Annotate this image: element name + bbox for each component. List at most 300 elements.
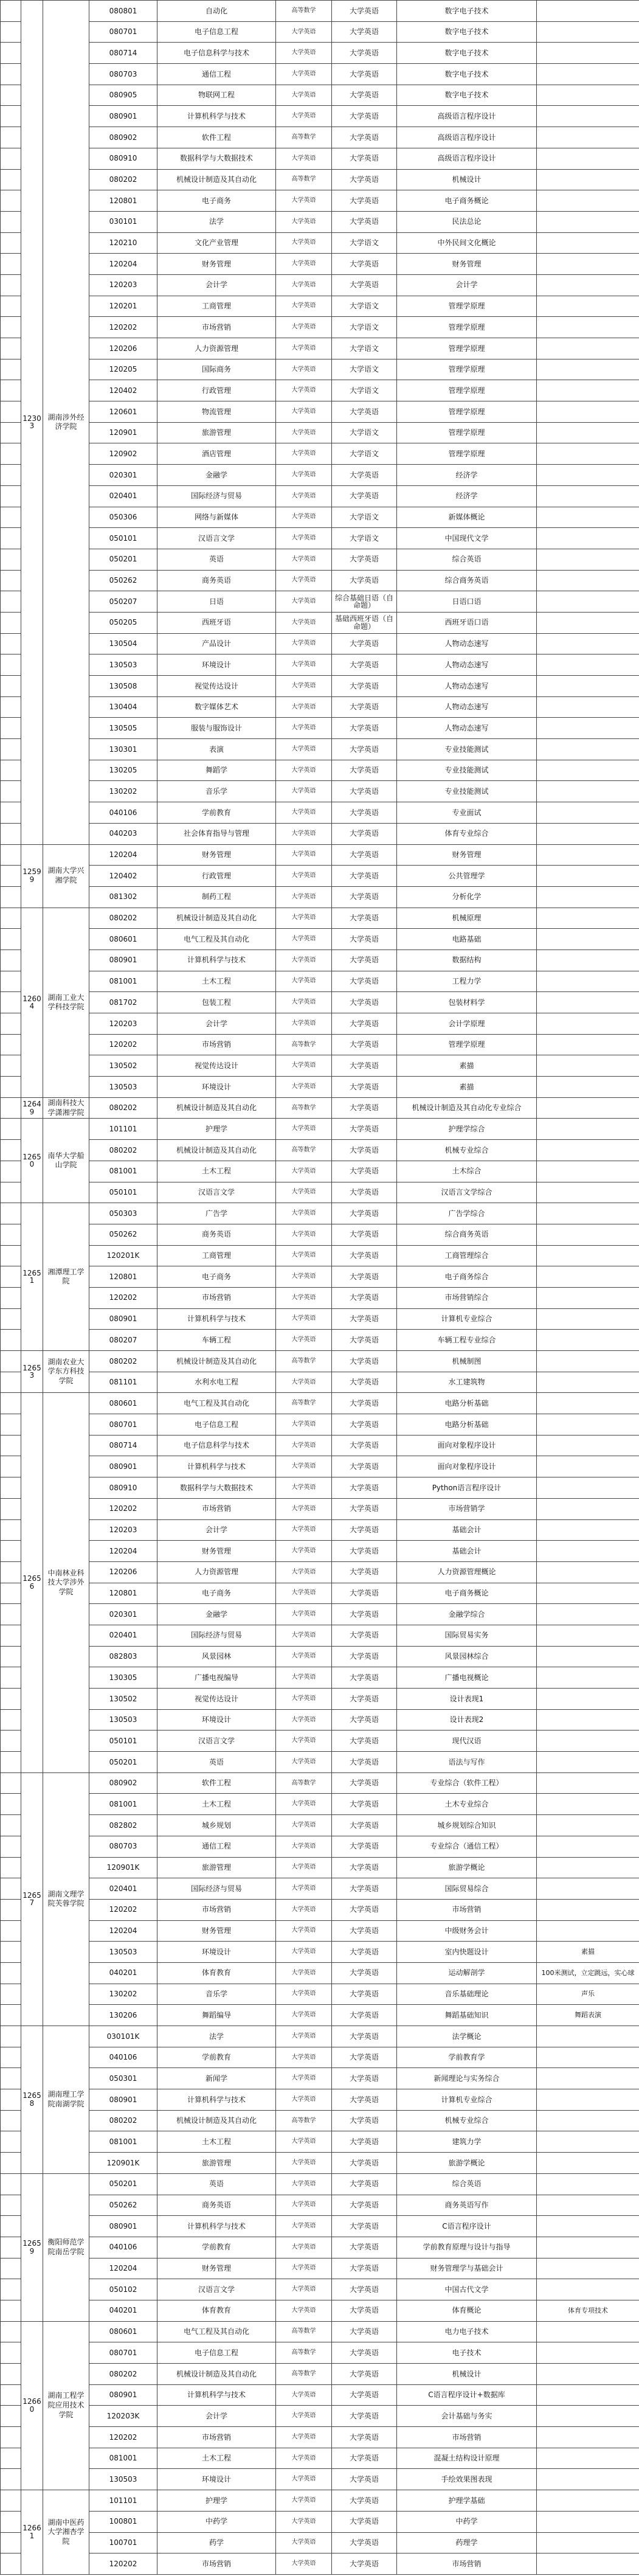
- public-subject-1-cell: 大学英语: [276, 2068, 332, 2089]
- public-subject-1-cell: 大学英语: [276, 232, 332, 254]
- professional-subject-cell: 市场营销: [397, 1899, 537, 1920]
- major-name-cell: 市场营销: [157, 1899, 276, 1920]
- public-subject-1-cell: 大学英语: [276, 570, 332, 591]
- public-subject-1-cell: 大学英语: [276, 866, 332, 887]
- major-name-cell: 土木工程: [157, 2448, 276, 2469]
- major-name-cell: 土木工程: [157, 1794, 276, 1815]
- professional-subject-cell: 室内快题设计: [397, 1942, 537, 1963]
- public-subject-1-cell: 大学英语: [276, 1878, 332, 1900]
- major-name-cell: 计算机科学与技术: [157, 2384, 276, 2406]
- professional-subject-cell: 西班牙语口语: [397, 612, 537, 633]
- extra-test-cell: [537, 1203, 639, 1224]
- public-subject-1-cell: 大学英语: [276, 106, 332, 127]
- public-subject-2-cell: 大学英语: [332, 570, 397, 591]
- professional-subject-cell: 运动解剖学: [397, 1962, 537, 1984]
- major-name-cell: 汉语言文学: [157, 1182, 276, 1203]
- major-code-cell: 080801: [89, 1, 157, 22]
- professional-subject-cell: 车辆工程专业综合: [397, 1330, 537, 1351]
- major-name-cell: 学前教育: [157, 2237, 276, 2258]
- public-subject-1-cell: 大学英语: [276, 485, 332, 507]
- school-code-cell: 12658: [21, 2026, 43, 2174]
- professional-subject-cell: 素描: [397, 1055, 537, 1077]
- extra-test-cell: [537, 1077, 639, 1098]
- major-code-cell: 081302: [89, 886, 157, 908]
- extra-test-cell: [537, 2153, 639, 2174]
- public-subject-1-cell: 大学英语: [276, 2406, 332, 2427]
- extra-test-cell: [537, 1709, 639, 1731]
- blank-cell: [1, 1561, 21, 1583]
- public-subject-2-cell: 大学英语: [332, 2364, 397, 2385]
- blank-cell: [1, 1498, 21, 1519]
- blank-cell: [1, 2216, 21, 2237]
- major-name-cell: 汉语言文学: [157, 2279, 276, 2300]
- blank-cell: [1, 971, 21, 992]
- major-code-cell: 130508: [89, 676, 157, 697]
- major-code-cell: 020301: [89, 1604, 157, 1625]
- major-name-cell: 商务英语: [157, 570, 276, 591]
- extra-test-cell: [537, 2406, 639, 2427]
- blank-cell: [1, 676, 21, 697]
- table-row: [1, 254, 639, 275]
- major-name-cell: 会计学: [157, 2406, 276, 2427]
- major-name-cell: 计算机科学与技术: [157, 950, 276, 971]
- public-subject-1-cell: 大学英语: [276, 696, 332, 718]
- major-name-cell: 旅游管理: [157, 2153, 276, 2174]
- extra-test-cell: [537, 1308, 639, 1330]
- public-subject-2-cell: 大学英语: [332, 1815, 397, 1836]
- professional-subject-cell: 体育专业综合: [397, 823, 537, 844]
- public-subject-1-cell: 高等数学: [276, 1034, 332, 1055]
- public-subject-1-cell: 大学英语: [276, 718, 332, 739]
- blank-cell: [1, 823, 21, 844]
- public-subject-2-cell: 大学英语: [332, 1541, 397, 1562]
- public-subject-2-cell: 大学英语: [332, 1330, 397, 1351]
- blank-cell: [1, 2005, 21, 2026]
- major-code-cell: 080901: [89, 1308, 157, 1330]
- major-name-cell: 会计学: [157, 1013, 276, 1035]
- major-code-cell: 081001: [89, 1794, 157, 1815]
- public-subject-2-cell: 大学语文: [332, 359, 397, 380]
- public-subject-1-cell: 大学英语: [276, 2532, 332, 2553]
- professional-subject-cell: 会计学原理: [397, 1013, 537, 1035]
- public-subject-1-cell: 大学英语: [276, 2258, 332, 2279]
- public-subject-1-cell: 大学英语: [276, 612, 332, 633]
- major-name-cell: 社会体育指导与管理: [157, 823, 276, 844]
- public-subject-2-cell: 大学英语: [332, 866, 397, 887]
- blank-cell: [1, 401, 21, 423]
- major-code-cell: 080701: [89, 1414, 157, 1436]
- major-code-cell: 130301: [89, 739, 157, 760]
- public-subject-2-cell: 大学英语: [332, 2553, 397, 2575]
- public-subject-2-cell: 大学英语: [332, 485, 397, 507]
- professional-subject-cell: 管理学原理: [397, 338, 537, 359]
- major-code-cell: 040203: [89, 823, 157, 844]
- public-subject-2-cell: 大学英语: [332, 950, 397, 971]
- major-code-cell: 050101: [89, 1731, 157, 1752]
- professional-subject-cell: 专业技能测试: [397, 781, 537, 802]
- table-row: [1, 654, 639, 676]
- major-code-cell: 040106: [89, 802, 157, 824]
- major-code-cell: 082803: [89, 1646, 157, 1667]
- major-code-cell: 130502: [89, 1689, 157, 1710]
- major-name-cell: 法学: [157, 211, 276, 232]
- blank-cell: [1, 696, 21, 718]
- blank-cell: [1, 2448, 21, 2469]
- table-row: [1, 338, 639, 359]
- major-code-cell: 080901: [89, 1456, 157, 1477]
- public-subject-1-cell: 高等数学: [276, 169, 332, 190]
- major-name-cell: 环境设计: [157, 2469, 276, 2490]
- public-subject-1-cell: 大学英语: [276, 21, 332, 43]
- extra-test-cell: [537, 1836, 639, 1857]
- major-code-cell: 020401: [89, 1878, 157, 1900]
- blank-cell: [1, 1224, 21, 1245]
- public-subject-2-cell: 大学英语: [332, 1667, 397, 1689]
- table-row: [1, 2089, 639, 2111]
- professional-subject-cell: 工程力学: [397, 971, 537, 992]
- blank-cell: [1, 1752, 21, 1773]
- blank-cell: [1, 148, 21, 169]
- public-subject-2-cell: 大学英语: [332, 2279, 397, 2300]
- public-subject-1-cell: 大学英语: [276, 950, 332, 971]
- major-code-cell: 120206: [89, 1561, 157, 1583]
- extra-test-cell: [537, 1287, 639, 1308]
- professional-subject-cell: 基础会计: [397, 1541, 537, 1562]
- public-subject-2-cell: 大学语文: [332, 507, 397, 528]
- major-code-cell: 080202: [89, 908, 157, 929]
- table-row: [1, 2532, 639, 2553]
- major-code-cell: 130404: [89, 696, 157, 718]
- public-subject-2-cell: 大学英语: [332, 2216, 397, 2237]
- major-code-cell: 130503: [89, 654, 157, 676]
- table-row: [1, 1308, 639, 1330]
- major-code-cell: 050101: [89, 1182, 157, 1203]
- table-row: [1, 485, 639, 507]
- extra-test-cell: 舞蹈表演: [537, 2005, 639, 2026]
- public-subject-1-cell: 大学英语: [276, 1055, 332, 1077]
- major-code-cell: 101101: [89, 2490, 157, 2512]
- public-subject-2-cell: 大学英语: [332, 1772, 397, 1794]
- public-subject-1-cell: 大学英语: [276, 760, 332, 781]
- table-row: [1, 1097, 639, 1119]
- professional-subject-cell: 数字电子技术: [397, 1, 537, 22]
- professional-subject-cell: Python语言程序设计: [397, 1477, 537, 1499]
- major-code-cell: 050262: [89, 570, 157, 591]
- professional-subject-cell: 学前教育原理与设计与指导: [397, 2237, 537, 2258]
- public-subject-2-cell: 大学英语: [332, 2131, 397, 2153]
- professional-subject-cell: 高级语言程序设计: [397, 148, 537, 169]
- major-name-cell: 新闻学: [157, 2068, 276, 2089]
- extra-test-cell: [537, 1414, 639, 1436]
- table-row: [1, 2342, 639, 2364]
- table-row: [1, 1561, 639, 1583]
- public-subject-2-cell: 大学英语: [332, 2427, 397, 2448]
- major-name-cell: 体育教育: [157, 2300, 276, 2321]
- major-code-cell: 080703: [89, 64, 157, 85]
- public-subject-2-cell: 大学语文: [332, 422, 397, 443]
- major-code-cell: 080714: [89, 1435, 157, 1456]
- table-row: [1, 1477, 639, 1499]
- extra-test-cell: [537, 1372, 639, 1393]
- major-name-cell: 计算机科学与技术: [157, 2089, 276, 2111]
- major-name-cell: 学前教育: [157, 802, 276, 824]
- public-subject-2-cell: 大学英语: [332, 2047, 397, 2068]
- blank-cell: [1, 1942, 21, 1963]
- professional-subject-cell: 电子技术: [397, 2342, 537, 2364]
- public-subject-2-cell: 大学英语: [332, 929, 397, 950]
- major-name-cell: 计算机科学与技术: [157, 1456, 276, 1477]
- public-subject-2-cell: 大学语文: [332, 317, 397, 338]
- blank-cell: [1, 2406, 21, 2427]
- extra-test-cell: [537, 2237, 639, 2258]
- major-code-cell: 081101: [89, 1372, 157, 1393]
- public-subject-2-cell: 大学英语: [332, 1561, 397, 1583]
- public-subject-2-cell: 大学英语: [332, 1604, 397, 1625]
- public-subject-2-cell: 大学英语: [332, 2258, 397, 2279]
- professional-subject-cell: 专业技能测试: [397, 739, 537, 760]
- public-subject-2-cell: 大学英语: [332, 1287, 397, 1308]
- professional-subject-cell: 会计学: [397, 274, 537, 296]
- table-row: [1, 127, 639, 148]
- table-row: [1, 1519, 639, 1541]
- extra-test-cell: [537, 1266, 639, 1288]
- table-row: [1, 2364, 639, 2385]
- public-subject-1-cell: 大学英语: [276, 929, 332, 950]
- public-subject-2-cell: 大学英语: [332, 401, 397, 423]
- extra-test-cell: [537, 485, 639, 507]
- extra-test-cell: [537, 823, 639, 844]
- table-row: [1, 1245, 639, 1266]
- extra-test-cell: [537, 443, 639, 465]
- blank-cell: [1, 2173, 21, 2195]
- extra-test-cell: [537, 992, 639, 1013]
- public-subject-2-cell: 大学英语: [332, 1055, 397, 1077]
- extra-test-cell: [537, 106, 639, 127]
- table-row: [1, 781, 639, 802]
- extra-test-cell: [537, 718, 639, 739]
- table-row: [1, 739, 639, 760]
- table-row: [1, 1224, 639, 1245]
- table-row: [1, 2406, 639, 2427]
- professional-subject-cell: 学前教育学: [397, 2047, 537, 2068]
- professional-subject-cell: 财务管理: [397, 844, 537, 866]
- major-name-cell: 机械设计制造及其自动化: [157, 2110, 276, 2131]
- public-subject-1-cell: 高等数学: [276, 2321, 332, 2342]
- major-name-cell: 数据科学与大数据技术: [157, 1477, 276, 1499]
- public-subject-2-cell: 大学英语: [332, 760, 397, 781]
- public-subject-2-cell: 大学英语: [332, 1583, 397, 1604]
- professional-subject-cell: 中级财务会计: [397, 1920, 537, 1942]
- blank-cell: [1, 85, 21, 106]
- table-row: [1, 760, 639, 781]
- extra-test-cell: [537, 2279, 639, 2300]
- table-row: [1, 1287, 639, 1308]
- major-name-cell: 环境设计: [157, 654, 276, 676]
- professional-subject-cell: 手绘效果图表现: [397, 2469, 537, 2490]
- public-subject-1-cell: 大学英语: [276, 443, 332, 465]
- major-code-cell: 080202: [89, 169, 157, 190]
- public-subject-2-cell: 大学英语: [332, 2321, 397, 2342]
- table-row: [1, 148, 639, 169]
- blank-cell: [1, 528, 21, 549]
- blank-cell: [1, 1857, 21, 1878]
- major-name-cell: 财务管理: [157, 844, 276, 866]
- professional-subject-cell: C语言程序设计+数据库: [397, 2384, 537, 2406]
- school-code-cell: 12604: [21, 908, 43, 1097]
- major-name-cell: 商务英语: [157, 1224, 276, 1245]
- table-row: [1, 232, 639, 254]
- major-name-cell: 机械设计制造及其自动化: [157, 1097, 276, 1119]
- table-row: [1, 64, 639, 85]
- extra-test-cell: [537, 1583, 639, 1604]
- public-subject-1-cell: 大学英语: [276, 549, 332, 570]
- major-code-cell: 080901: [89, 2216, 157, 2237]
- major-code-cell: 120204: [89, 844, 157, 866]
- public-subject-2-cell: 大学英语: [332, 2448, 397, 2469]
- public-subject-2-cell: 大学英语: [332, 106, 397, 127]
- major-code-cell: 120203: [89, 1013, 157, 1035]
- major-name-cell: 电子商务: [157, 190, 276, 212]
- blank-cell: [1, 2427, 21, 2448]
- blank-cell: [1, 633, 21, 654]
- table-row: [1, 43, 639, 64]
- major-code-cell: 130206: [89, 2005, 157, 2026]
- public-subject-1-cell: 大学英语: [276, 2511, 332, 2532]
- table-row: [1, 1646, 639, 1667]
- public-subject-1-cell: 大学英语: [276, 274, 332, 296]
- public-subject-1-cell: 大学英语: [276, 317, 332, 338]
- public-subject-1-cell: 大学英语: [276, 1541, 332, 1562]
- major-code-cell: 080703: [89, 1836, 157, 1857]
- major-name-cell: 国际商务: [157, 359, 276, 380]
- blank-cell: [1, 549, 21, 570]
- public-subject-2-cell: 大学英语: [332, 2068, 397, 2089]
- table-row: [1, 676, 639, 697]
- major-name-cell: 自动化: [157, 1, 276, 22]
- professional-subject-cell: 数字电子技术: [397, 64, 537, 85]
- blank-cell: [1, 802, 21, 824]
- public-subject-1-cell: 大学英语: [276, 971, 332, 992]
- school-name-cell: 中南林业科技大学涉外学院: [43, 1393, 89, 1772]
- public-subject-2-cell: 大学英语: [332, 992, 397, 1013]
- major-name-cell: 电气工程及其自动化: [157, 2321, 276, 2342]
- public-subject-2-cell: 大学英语: [332, 2511, 397, 2532]
- public-subject-1-cell: 高等数学: [276, 2110, 332, 2131]
- blank-cell: [1, 1140, 21, 1161]
- blank-cell: [1, 64, 21, 85]
- major-name-cell: 西班牙语: [157, 612, 276, 633]
- major-code-cell: 050306: [89, 507, 157, 528]
- major-name-cell: 会计学: [157, 1519, 276, 1541]
- professional-subject-cell: 设计表现1: [397, 1689, 537, 1710]
- public-subject-2-cell: 大学英语: [332, 1351, 397, 1372]
- extra-test-cell: [537, 21, 639, 43]
- public-subject-2-cell: 大学英语: [332, 696, 397, 718]
- blank-cell: [1, 1604, 21, 1625]
- major-name-cell: 计算机科学与技术: [157, 106, 276, 127]
- public-subject-1-cell: 大学英语: [276, 2216, 332, 2237]
- extra-test-cell: [537, 1034, 639, 1055]
- blank-cell: [1, 2490, 21, 2512]
- table-row: [1, 465, 639, 486]
- public-subject-2-cell: 大学英语: [332, 2110, 397, 2131]
- public-subject-1-cell: 大学英语: [276, 2089, 332, 2111]
- professional-subject-cell: 旅游学概论: [397, 2153, 537, 2174]
- table-row: [1, 1942, 639, 1963]
- table-row: [1, 2448, 639, 2469]
- major-code-cell: 081702: [89, 992, 157, 1013]
- public-subject-1-cell: 大学英语: [276, 1435, 332, 1456]
- table-row: [1, 570, 639, 591]
- blank-cell: [1, 1351, 21, 1372]
- table-row: [1, 1203, 639, 1224]
- extra-test-cell: [537, 2321, 639, 2342]
- public-subject-1-cell: 大学英语: [276, 1372, 332, 1393]
- extra-test-cell: [537, 1245, 639, 1266]
- table-row: [1, 1984, 639, 2005]
- table-row: [1, 2469, 639, 2490]
- blank-cell: [1, 1815, 21, 1836]
- blank-cell: [1, 1477, 21, 1499]
- extra-test-cell: [537, 1752, 639, 1773]
- public-subject-2-cell: 大学英语: [332, 2005, 397, 2026]
- major-code-cell: 120206: [89, 338, 157, 359]
- major-name-cell: 舞蹈编导: [157, 2005, 276, 2026]
- table-row: [1, 1962, 639, 1984]
- major-name-cell: 机械设计制造及其自动化: [157, 2364, 276, 2385]
- public-subject-2-cell: 大学英语: [332, 254, 397, 275]
- extra-test-cell: [537, 950, 639, 971]
- professional-subject-cell: 包装材料学: [397, 992, 537, 1013]
- major-name-cell: 软件工程: [157, 127, 276, 148]
- extra-test-cell: [537, 2026, 639, 2047]
- major-code-cell: 130305: [89, 1667, 157, 1689]
- public-subject-2-cell: 大学英语: [332, 2469, 397, 2490]
- major-code-cell: 080601: [89, 929, 157, 950]
- public-subject-2-cell: 大学语文: [332, 338, 397, 359]
- professional-subject-cell: 旅游学概论: [397, 1857, 537, 1878]
- blank-cell: [1, 485, 21, 507]
- extra-test-cell: [537, 866, 639, 887]
- blank-cell: [1, 211, 21, 232]
- extra-test-cell: [537, 1561, 639, 1583]
- public-subject-1-cell: 大学英语: [276, 1815, 332, 1836]
- major-code-cell: 020401: [89, 1625, 157, 1646]
- table-row: [1, 696, 639, 718]
- public-subject-2-cell: 大学英语: [332, 1477, 397, 1499]
- major-code-cell: 080905: [89, 85, 157, 106]
- professional-subject-cell: 机械制图: [397, 1351, 537, 1372]
- public-subject-2-cell: 大学英语: [332, 1182, 397, 1203]
- table-row: [1, 422, 639, 443]
- major-code-cell: 130504: [89, 633, 157, 654]
- table-row: [1, 549, 639, 570]
- table-row: [1, 1414, 639, 1436]
- professional-subject-cell: 面向对象程序设计: [397, 1435, 537, 1456]
- school-code-cell: 12656: [21, 1393, 43, 1772]
- major-code-cell: 120202: [89, 1899, 157, 1920]
- major-name-cell: 机械设计制造及其自动化: [157, 1351, 276, 1372]
- table-row: [1, 2258, 639, 2279]
- professional-subject-cell: 综合英语: [397, 549, 537, 570]
- blank-cell: [1, 21, 21, 43]
- extra-test-cell: [537, 232, 639, 254]
- professional-subject-cell: 日语口语: [397, 591, 537, 613]
- blank-cell: [1, 908, 21, 929]
- major-code-cell: 120801: [89, 1583, 157, 1604]
- public-subject-2-cell: 大学英语: [332, 1, 397, 22]
- public-subject-2-cell: 大学英语: [332, 549, 397, 570]
